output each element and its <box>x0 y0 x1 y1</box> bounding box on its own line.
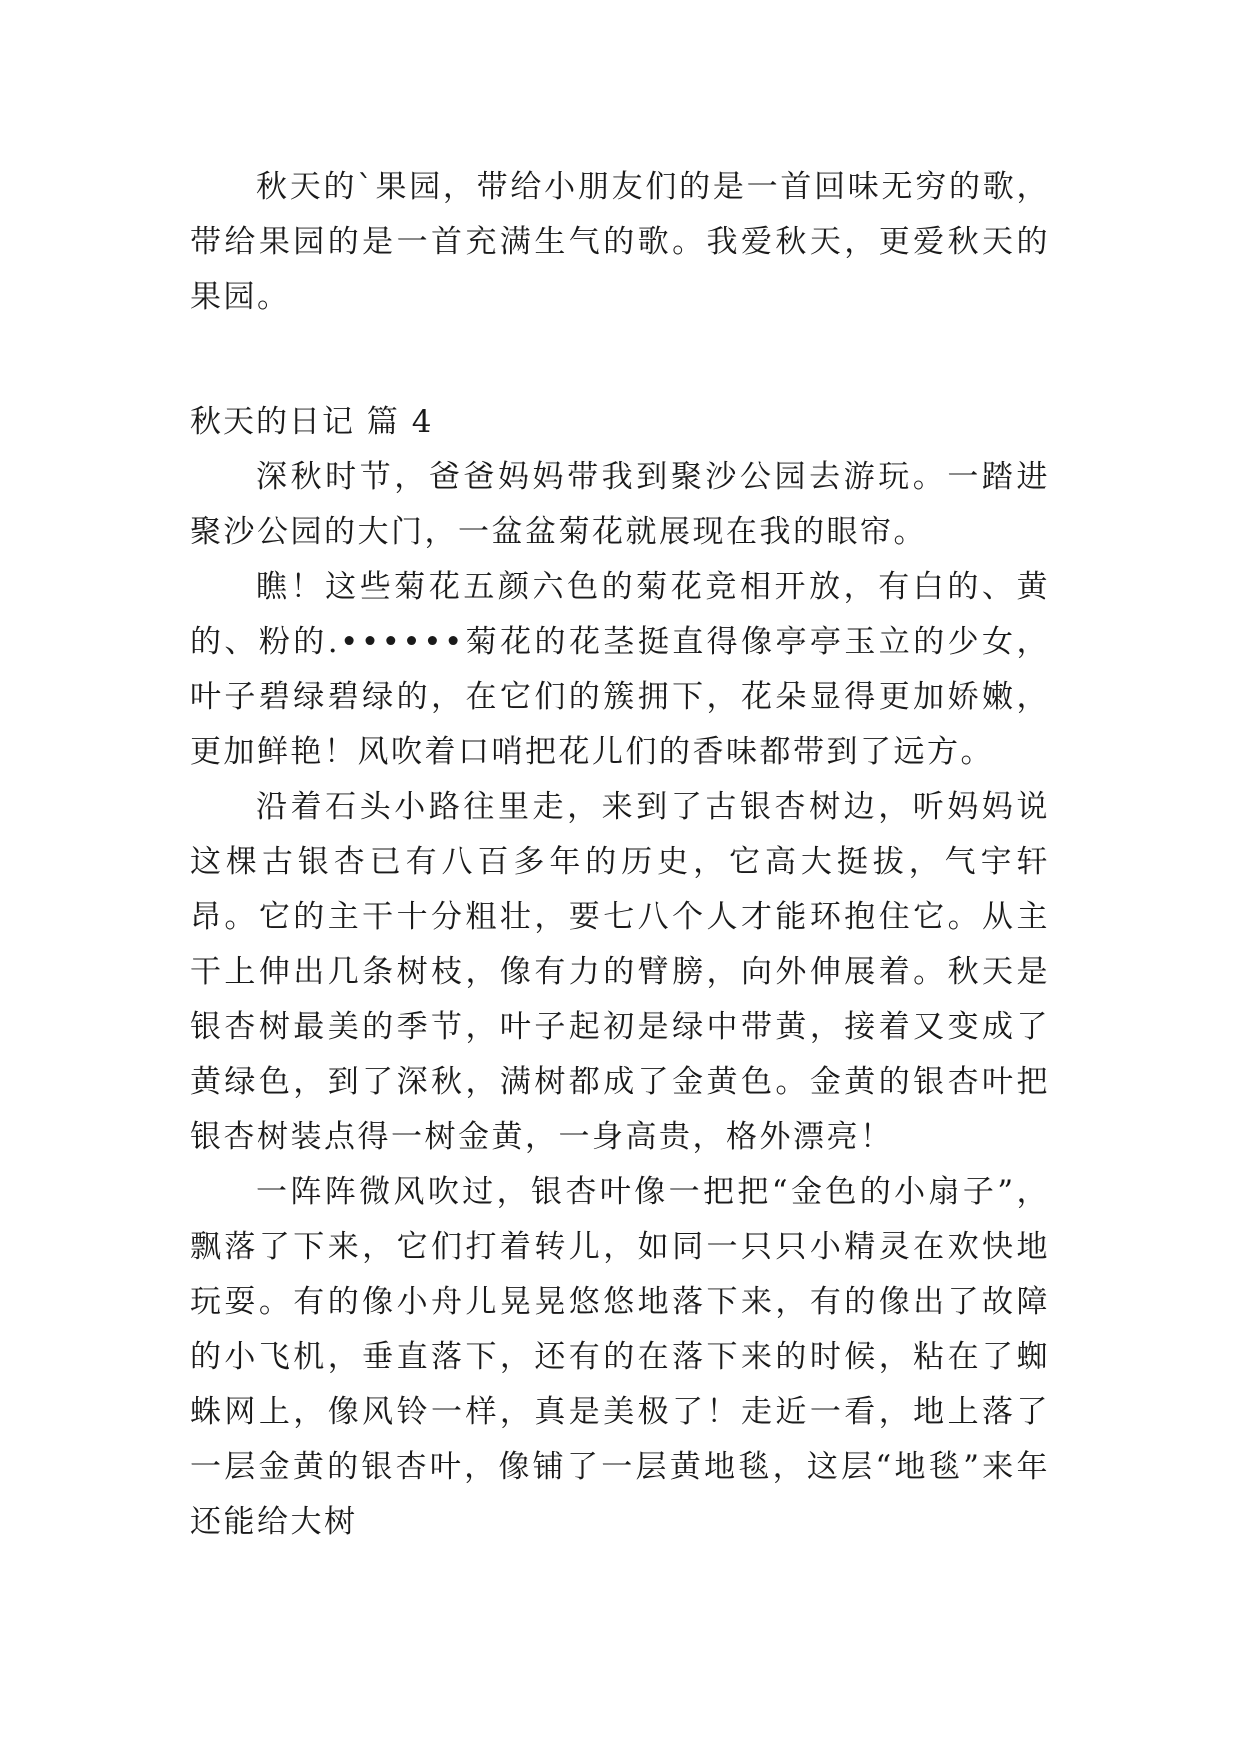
paragraph: 深秋时节，爸爸妈妈带我到聚沙公园去游玩。一踏进聚沙公园的大门，一盆盆菊花就展现在我的眼帘。 <box>190 459 1050 550</box>
intro-section <box>190 160 1050 325</box>
intro-paragraph: 秋天的`果园，带给小朋友们的是一首回味无穷的歌，带给果园的是一首充满生气的歌。我爱秋天，更爱秋天的果园。 <box>190 169 1050 315</box>
paragraph: 一阵阵微风吹过，银杏叶像一把把“金色的小扇子”，飘落了下来，它们打着转儿，如同一只只小精灵在欢快地玩耍。有的像小舟儿晃晃悠悠地落下来，有的像出了故障的小飞机，垂直落下，还有的在落下来的时候，粘在了蜘蛛网上，像风铃一样，真是美极了！走近一看，地上落了一层金黄的银杏叶，像铺了一层黄地毯，这层“地毯”来年还能给大树 <box>190 1174 1050 1540</box>
section-title: 秋天的日记 篇 4 <box>190 404 434 440</box>
paragraph: 瞧！这些菊花五颜六色的菊花竞相开放，有白的、黄的、粉的.••••••菊花的花茎挺直得像亭亭玉立的少女，叶子碧绿碧绿的，在它们的簇拥下，花朵显得更加娇嫩，更加鲜艳！风吹着口哨把花儿们的香味都带到了远方。 <box>190 569 1050 770</box>
diary-body <box>190 450 1050 1550</box>
paragraph: 沿着石头小路往里走，来到了古银杏树边，听妈妈说这棵古银杏已有八百多年的历史，它高大挺拔，气宇轩昂。它的主干十分粗壮，要七八个人才能环抱住它。从主干上伸出几条树枝，像有力的臂膀，向外伸展着。秋天是银杏树最美的季节，叶子起初是绿中带黄，接着又变成了黄绿色，到了深秋，满树都成了金黄色。金黄的银杏叶把银杏树装点得一树金黄，一身高贵，格外漂亮！ <box>190 789 1050 1155</box>
